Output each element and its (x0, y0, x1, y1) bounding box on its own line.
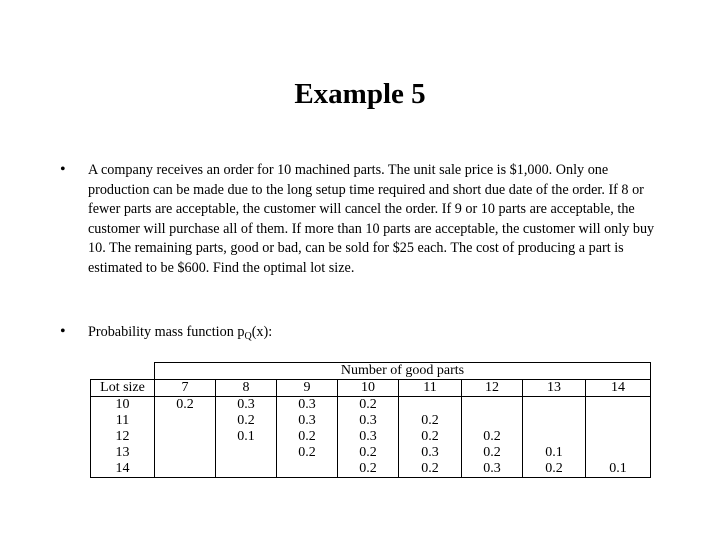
table-cell: 0.1 (216, 429, 277, 445)
table-cell: 0.2 (277, 445, 338, 461)
column-header: 14 (586, 380, 651, 397)
pmf-label-post: (x): (251, 324, 273, 340)
problem-statement: A company receives an order for 10 machined parts. The unit sale price is $1,000. Only one production can be made due to the long setup time required and short due date of the order. If 8 or fewer parts are acceptable, the customer will cancel the order. If 9 or 10 parts are acceptable, the customer will purchase all of them. If more than 10 parts are acceptable, the customer will only buy 10. The remaining parts, good or bad, can be sold for $25 each. The cost of producing a part is estimated to be $600. Find the optimal lot size. (88, 162, 655, 276)
table-cell (523, 397, 586, 414)
table-cell: 0.3 (338, 413, 399, 429)
table-cell: 0.2 (399, 429, 462, 445)
table-cell: 0.3 (399, 445, 462, 461)
column-header-row (91, 380, 651, 397)
group-header: Number of good parts (155, 363, 651, 380)
table-cell: 0.2 (338, 461, 399, 478)
table-cell: 0.2 (216, 413, 277, 429)
table-cell (155, 413, 216, 429)
table-cell (586, 429, 651, 445)
lot-size-cell: 11 (91, 413, 155, 429)
table-cell (586, 397, 651, 414)
table-cell: 0.2 (462, 429, 523, 445)
table-cell (399, 397, 462, 414)
table-row (91, 445, 651, 461)
group-header-row (91, 363, 651, 380)
table-cell: 0.2 (399, 413, 462, 429)
table-cell: 0.3 (462, 461, 523, 478)
table-cell: 0.1 (586, 461, 651, 478)
table-cell (523, 413, 586, 429)
table-cell: 0.3 (277, 413, 338, 429)
table-cell: 0.2 (277, 429, 338, 445)
table-cell (277, 461, 338, 478)
table-cell (462, 413, 523, 429)
table-cell: 0.3 (216, 397, 277, 414)
pmf-label (88, 323, 668, 347)
table-cell: 0.2 (155, 397, 216, 414)
lot-size-cell: 10 (91, 397, 155, 414)
table-cell: 0.2 (338, 397, 399, 414)
column-header: 11 (399, 380, 462, 397)
table-cell: 0.3 (277, 397, 338, 414)
pmf-table (90, 362, 651, 478)
table-row (91, 429, 651, 445)
table-cell (462, 397, 523, 414)
column-header: 9 (277, 380, 338, 397)
slide-title: Example 5 (294, 78, 426, 110)
corner-cell (91, 363, 155, 380)
table-cell (586, 445, 651, 461)
table-cell: 0.3 (338, 429, 399, 445)
column-header: 7 (155, 380, 216, 397)
table-row (91, 397, 651, 414)
table-cell: 0.2 (399, 461, 462, 478)
column-header: 12 (462, 380, 523, 397)
table-cell: 0.1 (523, 445, 586, 461)
column-header: 13 (523, 380, 586, 397)
table-cell (216, 461, 277, 478)
table-cell: 0.2 (523, 461, 586, 478)
table-cell (216, 445, 277, 461)
bullet-marker: • (60, 323, 66, 340)
table-cell (586, 413, 651, 429)
lot-size-cell: 13 (91, 445, 155, 461)
bullet-marker: • (60, 161, 66, 178)
table-cell (523, 429, 586, 445)
pmf-label-subscript: Q (244, 331, 252, 342)
table-cell (155, 429, 216, 445)
table-cell: 0.2 (338, 445, 399, 461)
table-cell (155, 461, 216, 478)
table-row (91, 413, 651, 429)
lot-size-cell: 14 (91, 461, 155, 478)
table-cell (155, 445, 216, 461)
row-header-label: Lot size (91, 380, 155, 397)
column-header: 8 (216, 380, 277, 397)
pmf-label-pre: Probability mass function p (88, 324, 245, 340)
lot-size-cell: 12 (91, 429, 155, 445)
table-cell: 0.2 (462, 445, 523, 461)
column-header: 10 (338, 380, 399, 397)
table-row (91, 461, 651, 478)
